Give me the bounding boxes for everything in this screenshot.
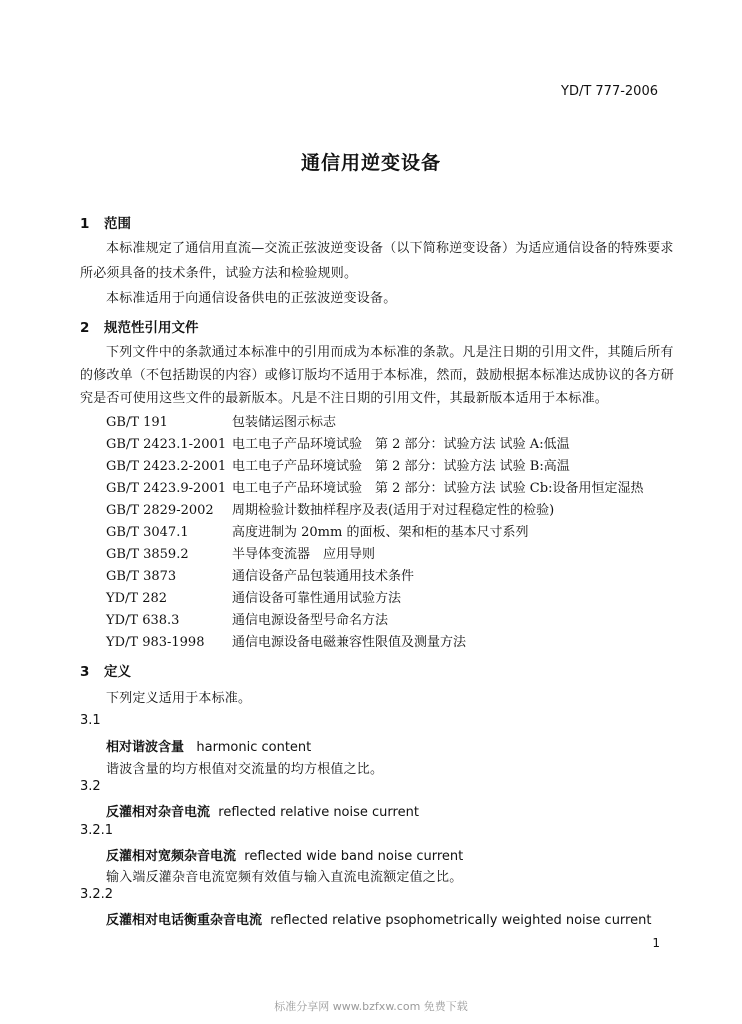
section-2-para-line-1: 下列文件中的条款通过本标准中的引用而成为本标准的条款。凡是注日期的引用文件，其随后所有	[106, 345, 674, 360]
section-title: 规范性引用文件	[104, 320, 199, 336]
reference-row	[106, 521, 528, 540]
reference-code: GB/T 2423.1-2001	[106, 437, 227, 452]
section-3-heading	[80, 660, 131, 680]
term-3-2	[106, 801, 419, 820]
reference-row	[106, 455, 570, 474]
definition-3-2-1: 输入端反灌杂音电流宽频有效值与输入直流电流额定值之比。	[106, 870, 463, 885]
section-2-para-line-2: 的修改单（不包括勘误的内容）或修订版均不适用于本标准，然而，鼓励根据本标准达成协议的各方研	[80, 368, 675, 383]
reference-code: YD/T 638.3	[106, 613, 180, 628]
reference-code: YD/T 983-1998	[106, 635, 205, 650]
reference-code: GB/T 2423.9-2001	[106, 481, 227, 496]
reference-title: 通信设备可靠性通用试验方法	[232, 591, 402, 606]
section-title: 定义	[104, 664, 131, 680]
term-chinese: 相对谐波含量	[106, 740, 185, 755]
section-number: 2	[80, 320, 90, 336]
term-english: reflected wide band noise current	[244, 849, 464, 864]
reference-title: 通信电源设备电磁兼容性限值及测量方法	[232, 635, 467, 650]
reference-row	[106, 433, 570, 452]
reference-title: 半导体变流器 应用导则	[232, 547, 376, 562]
section-title: 范围	[104, 216, 131, 232]
section-1-para-2: 本标准适用于向通信设备供电的正弦波逆变设备。	[106, 291, 397, 306]
term-english: harmonic content	[196, 740, 312, 755]
reference-code: GB/T 3859.2	[106, 547, 189, 562]
section-1-para-1-line-2: 所必须具备的技术条件，试验方法和检验规则。	[80, 266, 358, 281]
section-1-para-1-line-1: 本标准规定了通信用直流—交流正弦波逆变设备（以下简称逆变设备）为适应通信设备的特殊要求	[106, 241, 674, 256]
reference-code: GB/T 191	[106, 415, 168, 430]
clause-number-3-2-2: 3.2.2	[80, 887, 114, 902]
term-3-1	[106, 736, 311, 755]
term-3-2-2	[106, 909, 651, 928]
reference-row	[106, 609, 388, 628]
reference-title: 电工电子产品环境试验 第 2 部分：试验方法 试验 A:低温	[232, 437, 570, 452]
definition-3-1: 谐波含量的均方根值对交流量的均方根值之比。	[106, 762, 384, 777]
reference-row	[106, 499, 554, 518]
reference-row	[106, 565, 414, 584]
term-3-2-1	[106, 845, 463, 864]
term-english: reflected relative psophometrically weighted noise current	[270, 913, 652, 928]
term-chinese: 反灌相对电话衡重杂音电流	[106, 913, 263, 928]
clause-number-3-1: 3.1	[80, 713, 101, 728]
reference-title: 电工电子产品环境试验 第 2 部分：试验方法 试验 B:高温	[232, 459, 570, 474]
reference-title: 高度进制为 20mm 的面板、架和柜的基本尺寸系列	[232, 525, 529, 540]
reference-row	[106, 587, 401, 606]
term-english: reflected relative noise current	[218, 805, 419, 820]
reference-code: GB/T 3873	[106, 569, 177, 584]
document-title: 通信用逆变设备	[300, 152, 441, 174]
section-2-para-line-3: 究是否可使用这些文件的最新版本。凡是不注日期的引用文件，其最新版本适用于本标准。	[80, 391, 609, 406]
reference-title: 周期检验计数抽样程序及表(适用于对过程稳定性的检验)	[232, 503, 555, 518]
section-number: 1	[80, 216, 90, 232]
clause-number-3-2: 3.2	[80, 779, 101, 794]
term-chinese: 反灌相对杂音电流	[106, 805, 211, 820]
clause-number-3-2-1: 3.2.1	[80, 823, 114, 838]
section-2-heading	[80, 316, 199, 336]
page-number: 1	[652, 936, 660, 950]
reference-code: GB/T 2829-2002	[106, 503, 214, 518]
reference-code: YD/T 282	[106, 591, 168, 606]
section-1-heading	[80, 212, 131, 232]
section-number: 3	[80, 664, 90, 680]
reference-row	[106, 631, 466, 650]
section-3-intro: 下列定义适用于本标准。	[106, 691, 252, 706]
reference-code: GB/T 3047.1	[106, 525, 189, 540]
reference-row	[106, 411, 336, 430]
reference-row	[106, 543, 375, 562]
reference-title: 包装储运图示标志	[232, 415, 337, 430]
standard-code: YD/T 777-2006	[561, 84, 658, 99]
reference-title: 通信电源设备型号命名方法	[232, 613, 389, 628]
term-chinese: 反灌相对宽频杂音电流	[106, 849, 237, 864]
reference-code: GB/T 2423.2-2001	[106, 459, 227, 474]
reference-row	[106, 477, 643, 496]
footer-watermark: 标准分享网 www.bzfxw.com 免费下载	[274, 1000, 468, 1013]
reference-title: 通信设备产品包装通用技术条件	[232, 569, 415, 584]
reference-title: 电工电子产品环境试验 第 2 部分：试验方法 试验 Cb:设备用恒定湿热	[232, 481, 644, 496]
